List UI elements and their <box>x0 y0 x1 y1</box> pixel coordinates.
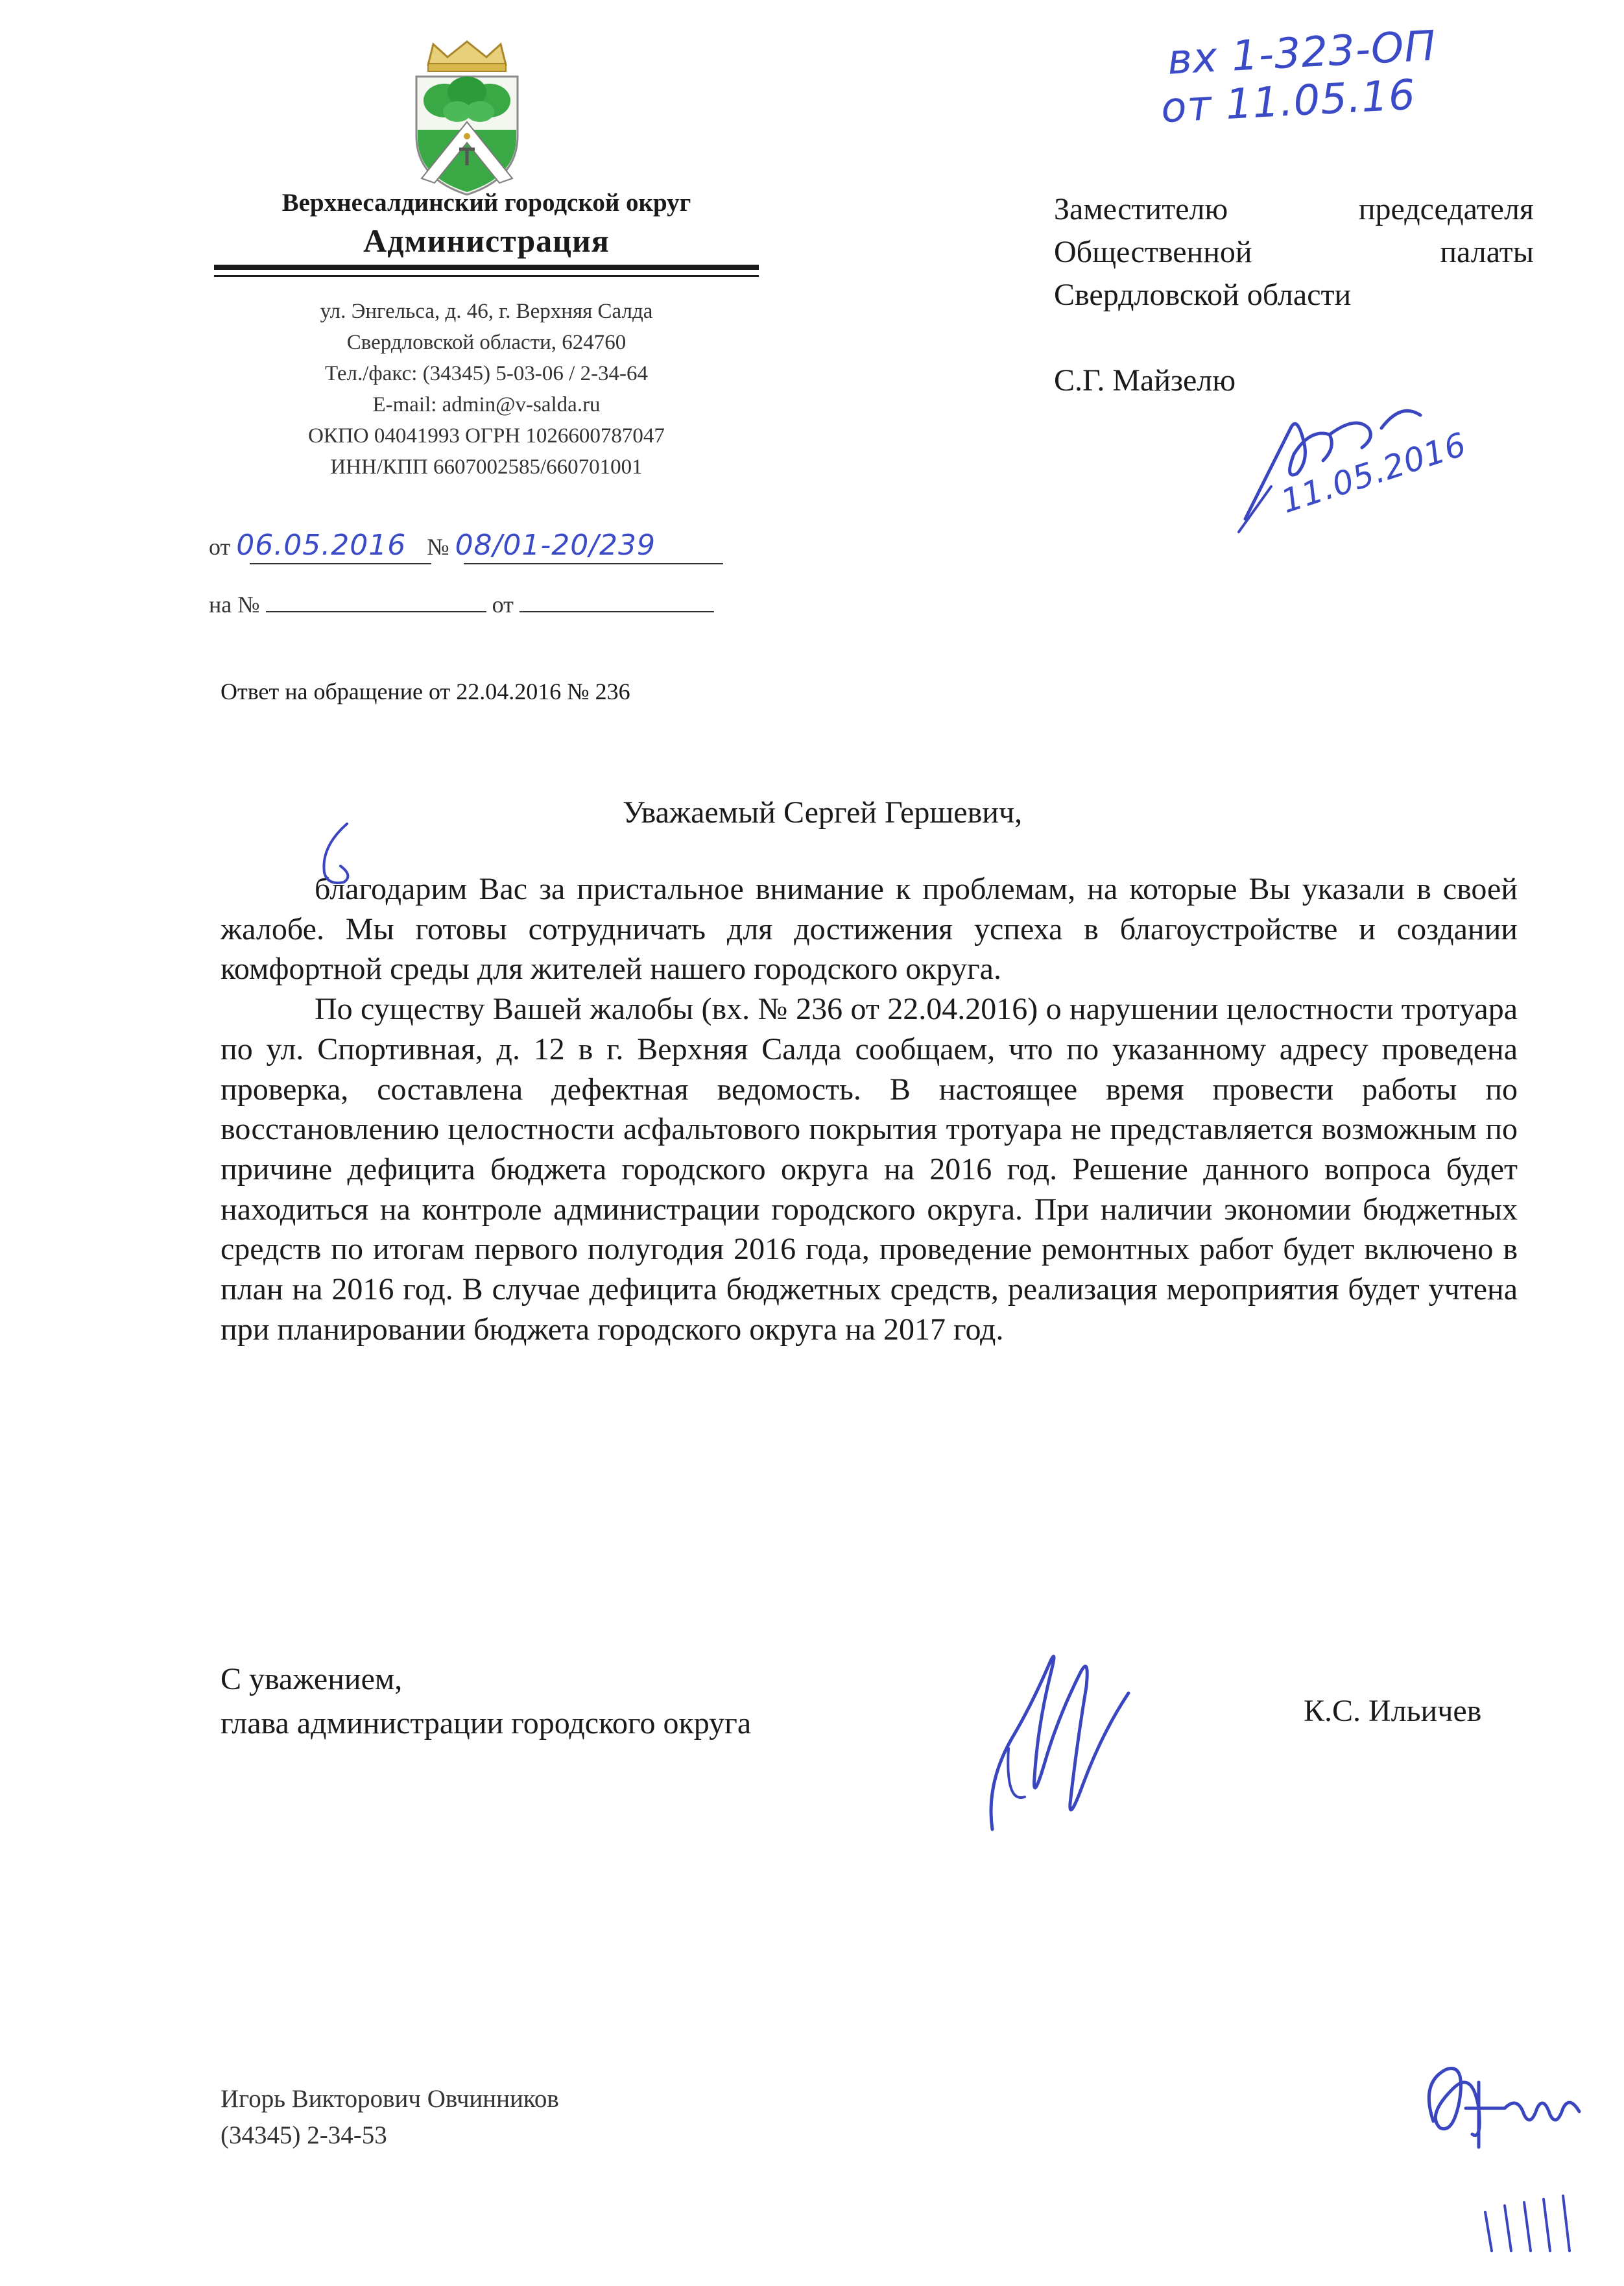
reference-row <box>209 590 714 618</box>
number-label: № <box>427 534 449 560</box>
org-title: Администрация <box>363 223 610 259</box>
addressee-word: Заместителю <box>1054 192 1228 226</box>
incoming-number-handwritten: вх 1-323-ОП <box>1166 22 1438 84</box>
address-line: Свердловской области, 624760 <box>346 331 627 354</box>
outgoing-reg-row <box>209 529 656 562</box>
date-underline <box>250 563 431 564</box>
addressee-name: С.Г. Майзелю <box>1054 363 1236 398</box>
okpo-line: ОКПО 04041993 ОГРН 1026600787047 <box>308 424 665 448</box>
email-line: E-mail: admin@v-salda.ru <box>372 393 601 416</box>
pen-correction-mark <box>308 821 366 892</box>
letter-body <box>221 869 1518 1349</box>
closing-position: глава администрации городского округа <box>221 1706 752 1740</box>
signer-name: К.С. Ильичев <box>1304 1694 1482 1728</box>
addressee-line: Свердловской области <box>1054 278 1352 312</box>
head-signature <box>973 1635 1167 1842</box>
address-line: ул. Энгельса, д. 46, г. Верхняя Салда <box>320 300 653 323</box>
resolution-date-handwritten: 11.05.2016 <box>1276 425 1471 521</box>
closing-block <box>221 1657 751 1746</box>
body-paragraph-1: благодарим Вас за пристальное внимание к проблемам, на которые Вы указали в своей жалобе. Мы готовы сотрудничать для достижения успеха в благоустройстве и создании комфортной среды для жителей нашего городского округа. <box>221 872 1518 987</box>
incoming-date-handwritten: от 11.05.16 <box>1160 71 1417 133</box>
phone-line: Тел./факс: (34345) 5-03-06 / 2-34-64 <box>324 362 649 385</box>
executor-phone: (34345) 2-34-53 <box>221 2121 387 2149</box>
closing-regards: С уважением, <box>221 1662 403 1696</box>
org-name: Верхнесалдинский городской округ <box>281 189 691 217</box>
addressee-word: Общественной <box>1054 235 1252 269</box>
greeting: Уважаемый Сергей Гершевич, <box>623 795 1023 830</box>
addressee-block <box>1054 188 1534 402</box>
addressee-word: палаты <box>1440 235 1534 269</box>
reply-reference: Ответ на обращение от 22.04.2016 № 236 <box>221 679 630 704</box>
addressee-word: председателя <box>1358 192 1534 226</box>
coat-of-arms-emblem <box>402 39 532 198</box>
ref-number-label: на № <box>209 592 260 618</box>
executor-signature <box>1407 2043 1602 2264</box>
body-paragraph-2: По существу Вашей жалобы (вх. № 236 от 22.04.2016) о нарушении целостности тротуара по ул. Спортивная, д. 12 в г. Верхняя Салда сообщаем, что по указанному адресу проведена проверка, составлена дефектная ведомость. В настоящее время провести работы по восстановлению целостности асфальтового покрытия тротуара не представляется возможным по причине дефицита бюджета городского округа на 2016 год. Решение данного вопроса будет находиться на контроле администрации городского округа. При наличии экономии бюджетных средств по итогам первого полугодия 2016 года, проведение ремонтных работ будет включено в план на 2016 год. В случае дефицита бюджетных средств, реализация мероприятия будет учтена при планировании бюджета городского округа на 2017 год. <box>221 992 1518 1347</box>
outgoing-date: 06.05.2016 <box>236 529 407 562</box>
executor-block <box>221 2081 559 2154</box>
number-underline <box>464 563 723 564</box>
ref-from-label: от <box>492 592 514 618</box>
letterhead-rule-thick <box>214 265 759 270</box>
outgoing-number: 08/01-20/239 <box>455 529 656 562</box>
inn-line: ИНН/КПП 6607002585/660701001 <box>330 455 643 479</box>
letterhead-rule-thin <box>214 275 759 277</box>
executor-name: Игорь Викторович Овчинников <box>221 2085 559 2113</box>
from-label: от <box>209 534 231 560</box>
